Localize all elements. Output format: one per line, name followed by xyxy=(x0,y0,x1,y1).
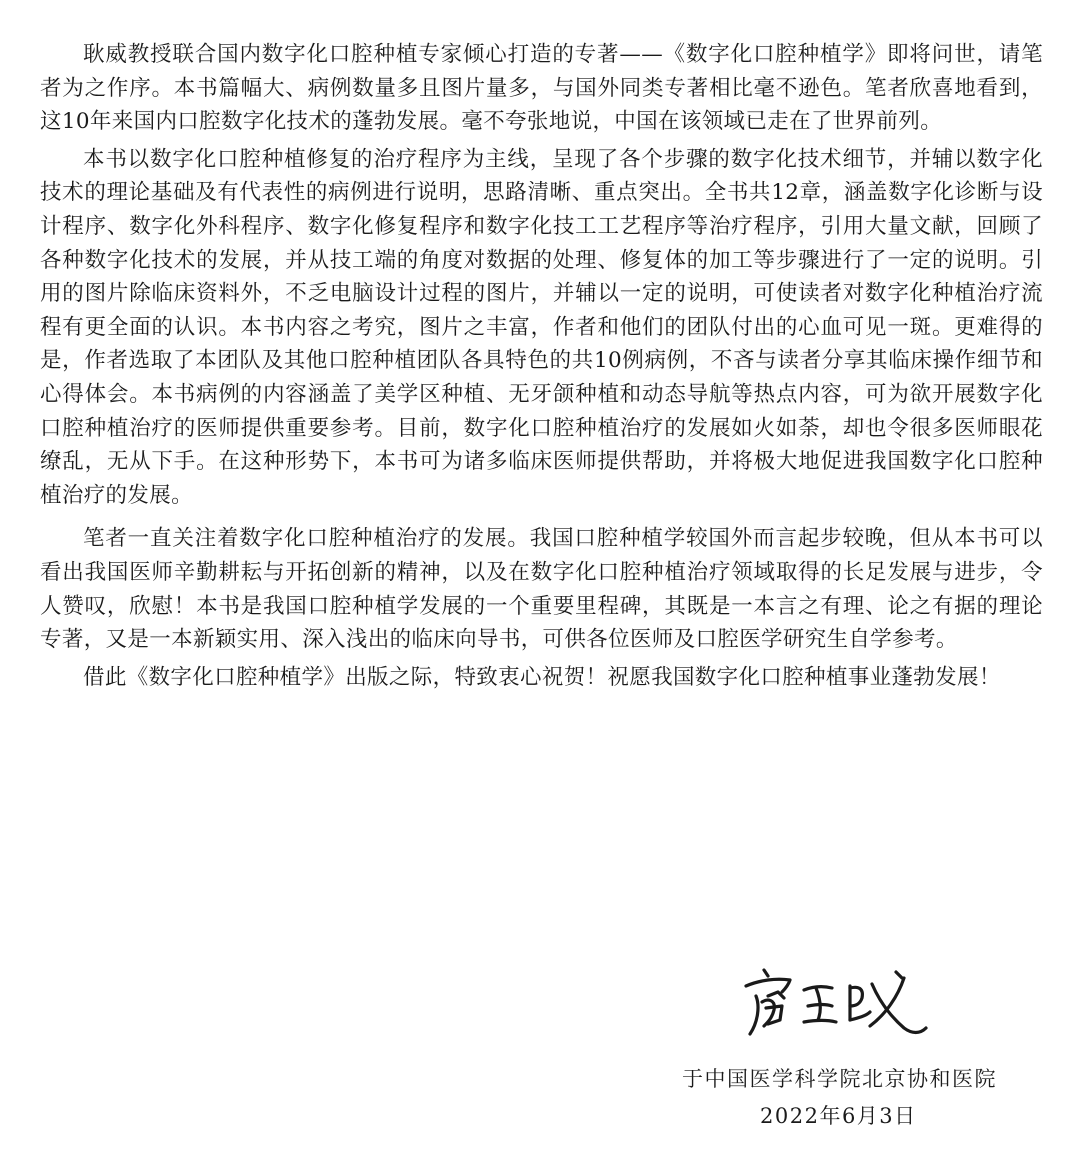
handwritten-signature xyxy=(738,962,938,1044)
preface-paragraph-2: 本书以数字化口腔种植修复的治疗程序为主线，呈现了各个步骤的数字化技术细节，并辅以数字化技术的理论基础及有代表性的病例进行说明，思路清晰、重点突出。全书共12章，涵盖数字化诊断与设计程序、数字化外科程序、数字化修复程序和数字化技工工艺程序等治疗程序，引用大量文献，回顾了各种数字化技术的发展，并从技工端的角度对数据的处理、修复体的加工等步骤进行了一定的说明。引用的图片除临床资料外，不乏电脑设计过程的图片，并辅以一定的说明，可使读者对数字化种植治疗流程有更全面的认识。本书内容之考究，图片之丰富，作者和他们的团队付出的心血可见一斑。更难得的是，作者选取了本团队及其他口腔种植团队各具特色的共10例病例，不吝与读者分享其临床操作细节和心得体会。本书病例的内容涵盖了美学区种植、无牙颌种植和动态导航等热点内容，可为欲开展数字化口腔种植治疗的医师提供重要参考。目前，数字化口腔种植治疗的发展如火如荼，却也令很多医师眼花缭乱，无从下手。在这种形势下，本书可为诸多临床医师提供帮助，并将极大地促进我国数字化口腔种植治疗的发展。 xyxy=(40,146,1043,508)
signature-place: 于中国医学科学院北京协和医院 xyxy=(682,1067,997,1091)
preface-paragraph-4: 借此《数字化口腔种植学》出版之际，特致衷心祝贺！祝愿我国数字化口腔种植事业蓬勃发展！ xyxy=(83,664,1001,690)
signature-date: 2022年6月3日 xyxy=(760,1104,917,1128)
preface-paragraph-1: 耿威教授联合国内数字化口腔种植专家倾心打造的专著——《数字化口腔种植学》即将问世，请笔者为之作序。本书篇幅大、病例数量多且图片量多，与国外同类专著相比毫不逊色。笔者欣喜地看到，这10年来国内口腔数字化技术的蓬勃发展。毫不夸张地说，中国在该领域已走在了世界前列。 xyxy=(40,42,1043,135)
signature-drawing xyxy=(738,962,938,1044)
preface-paragraph-3: 笔者一直关注着数字化口腔种植治疗的发展。我国口腔种植学较国外而言起步较晚，但从本书可以看出我国医师辛勤耕耘与开拓创新的精神，以及在数字化口腔种植治疗领域取得的长足发展与进步，令人赞叹，欣慰！本书是我国口腔种植学发展的一个重要里程碑，其既是一本言之有理、论之有据的理论专著，又是一本新颖实用、深入浅出的临床向导书，可供各位医师及口腔医学研究生自学参考。 xyxy=(40,526,1043,653)
preface-body xyxy=(40,38,1043,694)
